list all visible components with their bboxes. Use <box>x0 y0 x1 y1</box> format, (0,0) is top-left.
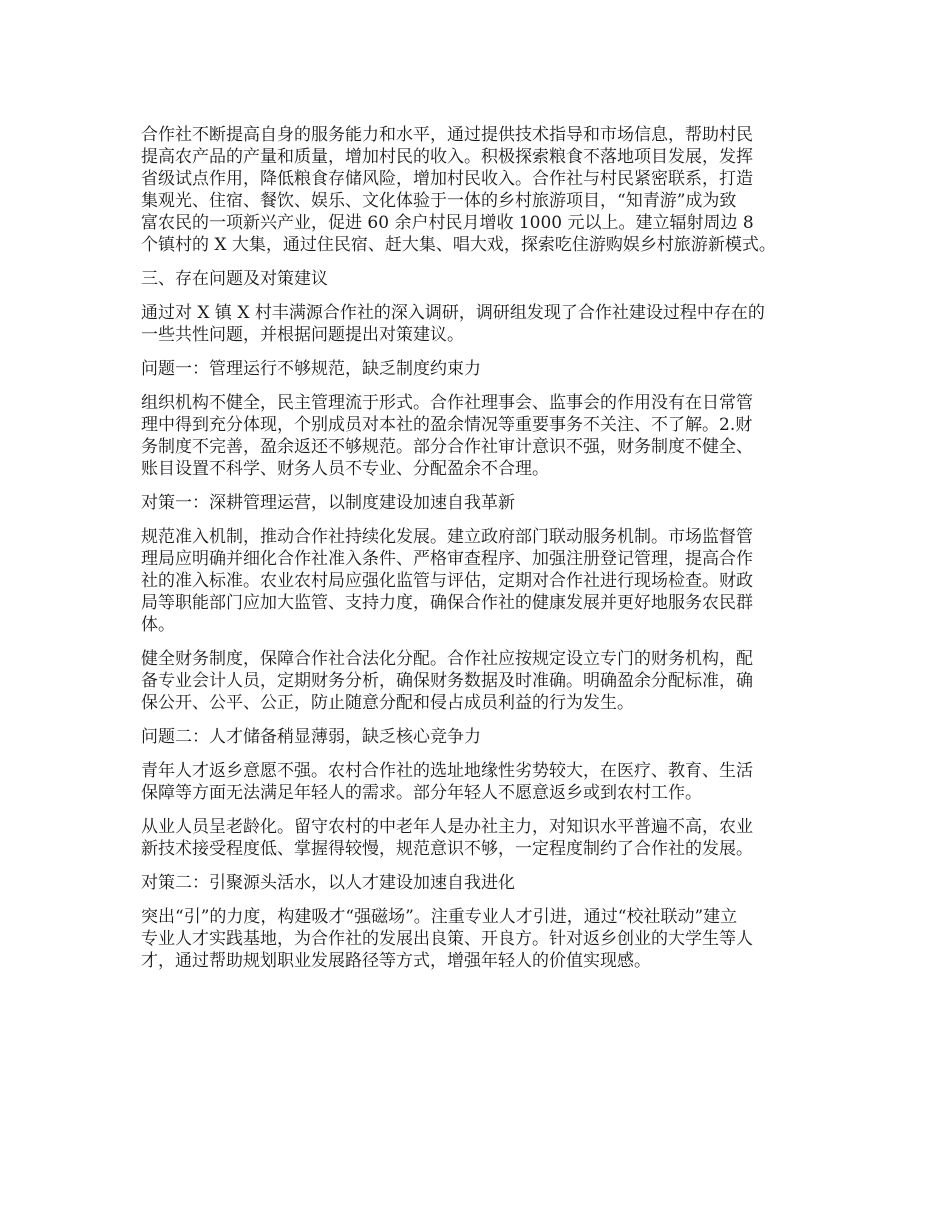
paragraph-problem-two-b <box>141 816 821 860</box>
countermeasure-one-heading: 对策一：深耕管理运营，以制度建设加速自我革新 <box>141 493 515 513</box>
text-line: 集观光、住宿、餐饮、娱乐、文化体验于一体的乡村旅游项目，“知青游”成为致 <box>141 191 737 211</box>
problem-two-heading: 问题二：人才储备稍显薄弱，缺乏核心竞争力 <box>141 727 481 747</box>
text-line: 通过对 X 镇 X 村丰满源合作社的深入调研，调研组发现了合作社建设过程中存在的 <box>141 303 765 323</box>
text-line: 新技术接受程度低、掌握得较慢，规范意识不够，一定程度制约了合作社的发展。 <box>141 839 753 859</box>
text-line: 社的准入标准。农业农村局应强化监管与评估，定期对合作社进行现场检查。财政 <box>141 571 753 591</box>
text-line: 一些共性问题，并根据问题提出对策建议。 <box>141 325 464 345</box>
paragraph-problem-one <box>141 392 821 480</box>
paragraph-countermeasure-one-a <box>141 526 821 636</box>
paragraph-research-intro <box>141 302 821 346</box>
text-line: 务制度不完善，盈余返还不够规范。部分合作社审计意识不强，财务制度不健全、 <box>141 437 753 457</box>
text-line: 才，通过帮助规划职业发展路径等方式，增强年轻人的价值实现感。 <box>141 951 651 971</box>
section-heading-problems: 三、存在问题及对策建议 <box>141 269 328 289</box>
paragraph-problem-two-a <box>141 760 821 804</box>
text-line: 账目设置不科学、财务人员不专业、分配盈余不合理。 <box>141 459 549 479</box>
text-line: 健全财务制度，保障合作社合法化分配。合作社应按规定设立专门的财务机构，配 <box>141 649 753 669</box>
text-line: 专业人才实践基地，为合作社的发展出良策、开良方。针对返乡创业的大学生等人 <box>141 929 753 949</box>
problem-one-heading: 问题一：管理运行不够规范，缺乏制度约束力 <box>141 359 481 379</box>
text-line: 组织机构不健全，民主管理流于形式。合作社理事会、监事会的作用没有在日常管 <box>141 393 753 413</box>
text-line: 理局应明确并细化合作社准入条件、严格审查程序、加强注册登记管理，提高合作 <box>141 549 753 569</box>
text-line: 备专业会计人员，定期财务分析，确保财务数据及时准确。明确盈余分配标准，确 <box>141 671 753 691</box>
text-line: 保障等方面无法满足年轻人的需求。部分年轻人不愿意返乡或到农村工作。 <box>141 783 702 803</box>
text-line: 突出“引”的力度，构建吸才“强磁场”。注重专业人才引进，通过“校社联动”建立 <box>141 907 738 927</box>
text-line: 规范准入机制，推动合作社持续化发展。建立政府部门联动服务机制。市场监督管 <box>141 527 753 547</box>
document-page <box>141 124 821 984</box>
text-line: 保公开、公平、公正，防止随意分配和侵占成员利益的行为发生。 <box>141 693 634 713</box>
text-line: 个镇村的 X 大集，通过住民宿、赶大集、唱大戏，探索吃住游购娱乡村旅游新模式。 <box>141 235 776 255</box>
text-line: 从业人员呈老龄化。留守农村的中老年人是办社主力，对知识水平普遍不高，农业 <box>141 817 753 837</box>
text-line: 体。 <box>141 615 175 635</box>
text-line: 合作社不断提高自身的服务能力和水平，通过提供技术指导和市场信息，帮助村民 <box>141 125 753 145</box>
paragraph-countermeasure-two <box>141 906 821 972</box>
text-line: 省级试点作用，降低粮食存储风险，增加村民收入。合作社与村民紧密联系，打造 <box>141 169 753 189</box>
text-line: 富农民的一项新兴产业，促进 60 余户村民月增收 1000 元以上。建立辐射周边 8 <box>141 213 754 233</box>
paragraph-cooperative-services <box>141 124 821 256</box>
text-line: 局等职能部门应加大监管、支持力度，确保合作社的健康发展并更好地服务农民群 <box>141 593 753 613</box>
countermeasure-two-heading: 对策二：引聚源头活水，以人才建设加速自我进化 <box>141 873 515 893</box>
text-line: 青年人才返乡意愿不强。农村合作社的选址地缘性劣势较大，在医疗、教育、生活 <box>141 761 753 781</box>
text-line: 提高农产品的产量和质量，增加村民的收入。积极探索粮食不落地项目发展，发挥 <box>141 147 753 167</box>
text-line: 理中得到充分体现，个别成员对本社的盈余情况等重要事务不关注、不了解。2.财 <box>141 415 753 435</box>
paragraph-countermeasure-one-b <box>141 648 821 714</box>
